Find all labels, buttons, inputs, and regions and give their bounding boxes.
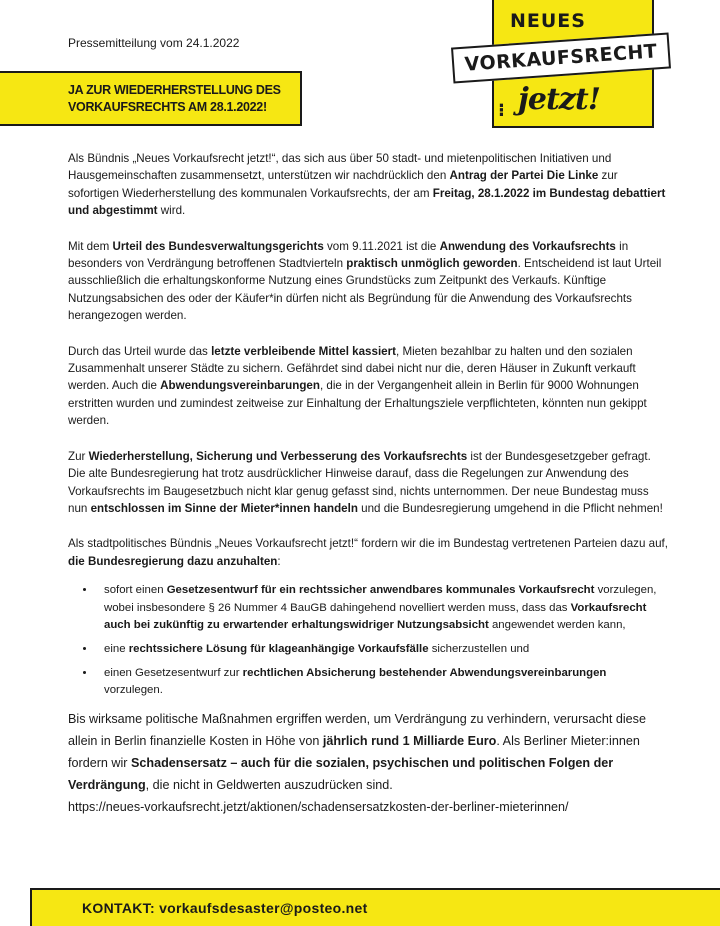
contact-footer xyxy=(30,888,720,926)
emphasis-text: Anwendung des Vorkaufsrechts xyxy=(439,239,616,253)
emphasis-text: letzte verbleibende Mittel kassiert xyxy=(211,344,396,358)
body-text: , die nicht in Geldwerten auszudrücken sind. xyxy=(145,777,393,792)
logo-neues: NEUES xyxy=(510,10,586,32)
body-text: Mit dem xyxy=(68,239,113,253)
body-text: und die Bundesregierung umgehend in die Pflicht nehmen! xyxy=(357,501,663,515)
body-text: angewendet werden kann, xyxy=(488,619,626,632)
emphasis-text: Freitag, 28.1.2022 im Bundestag debattiert und abgestimmt xyxy=(68,186,666,218)
body-text: Zur xyxy=(68,449,89,463)
body-text: ist der Bundesgesetzgeber gefragt. Die alte Bundesregierung hat trotz ausdrücklicher Hinweise darauf, dass die Regelungen zur Anwendung des Vorkaufsrechts im Baugesetzbuch nicht klar genug gefasst sind, nichts unternommen. Der neue Bundestag muss nun xyxy=(68,449,651,515)
body-text: in besonders von Verdrängung betroffenen Stadtvierteln xyxy=(68,239,629,271)
contact-email[interactable]: KONTAKT: vorkaufsdesaster@posteo.net xyxy=(82,900,368,916)
body-text: : xyxy=(277,554,281,568)
emphasis-text: Antrag der Partei Die Linke xyxy=(449,169,599,183)
emphasis-text: Wiederherstellung, Sicherung und Verbesserung des Vorkaufsrechts xyxy=(88,449,468,463)
body-text: einen Gesetzesentwurf zur xyxy=(104,666,243,679)
body-text: . Als Berliner Mieter:innen fordern wir xyxy=(68,733,640,770)
headline xyxy=(68,82,281,116)
body-text: Durch das Urteil wurde das xyxy=(68,344,212,358)
press-release-body xyxy=(68,150,668,818)
paragraph xyxy=(68,238,668,325)
paragraph xyxy=(68,448,668,518)
headline-box xyxy=(0,71,302,126)
logo xyxy=(452,0,670,128)
body-text: vorzulegen, wobei insbesondere § 26 Nummer 4 BauGB dahingehend novelliert werden muss, dass das xyxy=(104,584,657,614)
headline-line-1: JA ZUR WIEDERHERSTELLUNG DES xyxy=(68,83,281,97)
body-text: , Mieten bezahlbar zu halten und den sozialen Zusammenhalt unserer Städte zu sichern. Gefährdet sind dabei nicht nur die, deren Häuser in Zukunft verkauft werden. Auch die xyxy=(68,344,636,393)
body-text: eine xyxy=(104,642,129,655)
emphasis-text: Vorkaufsrecht auch bei zukünftig zu erwartender erhaltungswidriger Nutzungsabsicht xyxy=(104,601,647,632)
body-text: . Entscheidend ist laut Urteil ausschließlich die erhaltungskonforme Nutzung eines Grundstücks zum Zeitpunkt des Verkaufs. Künftige Nutzungsabsichen des oder der Käufer*in dürfen nicht als Begründung für die Anwendung des Vorkaufsrechts herangezogen werden. xyxy=(68,257,662,323)
logo-dots-icon: ⁝ xyxy=(498,100,505,120)
emphasis-text: Abwendungsvereinbarungen xyxy=(160,379,320,393)
list-item xyxy=(96,582,668,635)
body-text: Als stadtpolitisches Bündnis „Neues Vorkaufsrecht jetzt!“ fordern wir die im Bundestag vertretenen Parteien dazu auf, xyxy=(68,537,668,551)
campaign-link[interactable]: https://neues-vorkaufsrecht.jetzt/aktionen/schadensersatzkosten-der-berliner-mieterinnen/ xyxy=(68,799,569,814)
emphasis-text: rechtlichen Absicherung bestehender Abwendungsvereinbarungen xyxy=(242,666,607,679)
emphasis-text: Schadensersatz – auch für die sozialen, psychischen und politischen Folgen der Verdrängung xyxy=(68,755,614,792)
emphasis-text: praktisch unmöglich geworden xyxy=(346,257,518,271)
paragraph xyxy=(68,535,668,570)
body-text: zur sofortigen Wiederherstellung des kommunalen Vorkaufsrechts, der am xyxy=(68,169,618,200)
press-date: Pressemitteilung vom 24.1.2022 xyxy=(68,36,240,50)
demands-list xyxy=(68,582,668,700)
emphasis-text: Urteil des Bundesverwaltungsgerichts xyxy=(112,239,324,253)
emphasis-text: Gesetzesentwurf für ein rechtssicher anwendbares kommunales Vorkaufsrecht xyxy=(166,584,595,597)
body-text: wird. xyxy=(157,204,186,218)
body-text: , die in der Vergangenheit allein in Berlin für 9000 Wohnungen erstritten wurden und zumindest zeitweise zur Einhaltung der Erhaltungsziele verpflichteten, könnten nun gekippt werden. xyxy=(68,379,647,428)
body-text: sofort einen xyxy=(104,584,167,597)
body-text: Bis wirksame politische Maßnahmen ergriffen werden, um Verdrängung zu verhindern, verursacht diese allein in Berlin finanzielle Kosten in Höhe von xyxy=(68,711,646,748)
body-text: vom 9.11.2021 ist die xyxy=(323,239,440,253)
emphasis-text: jährlich rund 1 Milliarde Euro xyxy=(322,733,497,748)
body-text: Als Bündnis „Neues Vorkaufsrecht jetzt!“, das sich aus über 50 stadt- und mietenpolitischen Initiativen und Hausgemeinschaften zusammensetzt, unterstützen wir nachdrücklich den xyxy=(68,152,612,183)
logo-jetzt: jetzt! xyxy=(518,82,600,117)
emphasis-text: die Bundesregierung dazu anzuhalten xyxy=(68,554,278,568)
emphasis-text: entschlossen im Sinne der Mieter*innen handeln xyxy=(90,501,358,515)
list-item xyxy=(96,641,668,659)
headline-line-2: VORKAUFSRECHTS AM 28.1.2022! xyxy=(68,100,267,114)
body-text: vorzulegen. xyxy=(104,684,163,697)
logo-vorkaufsrecht: VORKAUFSRECHT xyxy=(463,40,659,76)
body-text: sicherzustellen und xyxy=(428,642,530,655)
list-item xyxy=(96,665,668,700)
paragraph xyxy=(68,343,668,430)
paragraph xyxy=(68,150,668,220)
emphasis-text: rechtssichere Lösung für klageanhängige Vorkaufsfälle xyxy=(128,642,429,655)
closing-paragraph xyxy=(68,708,668,796)
